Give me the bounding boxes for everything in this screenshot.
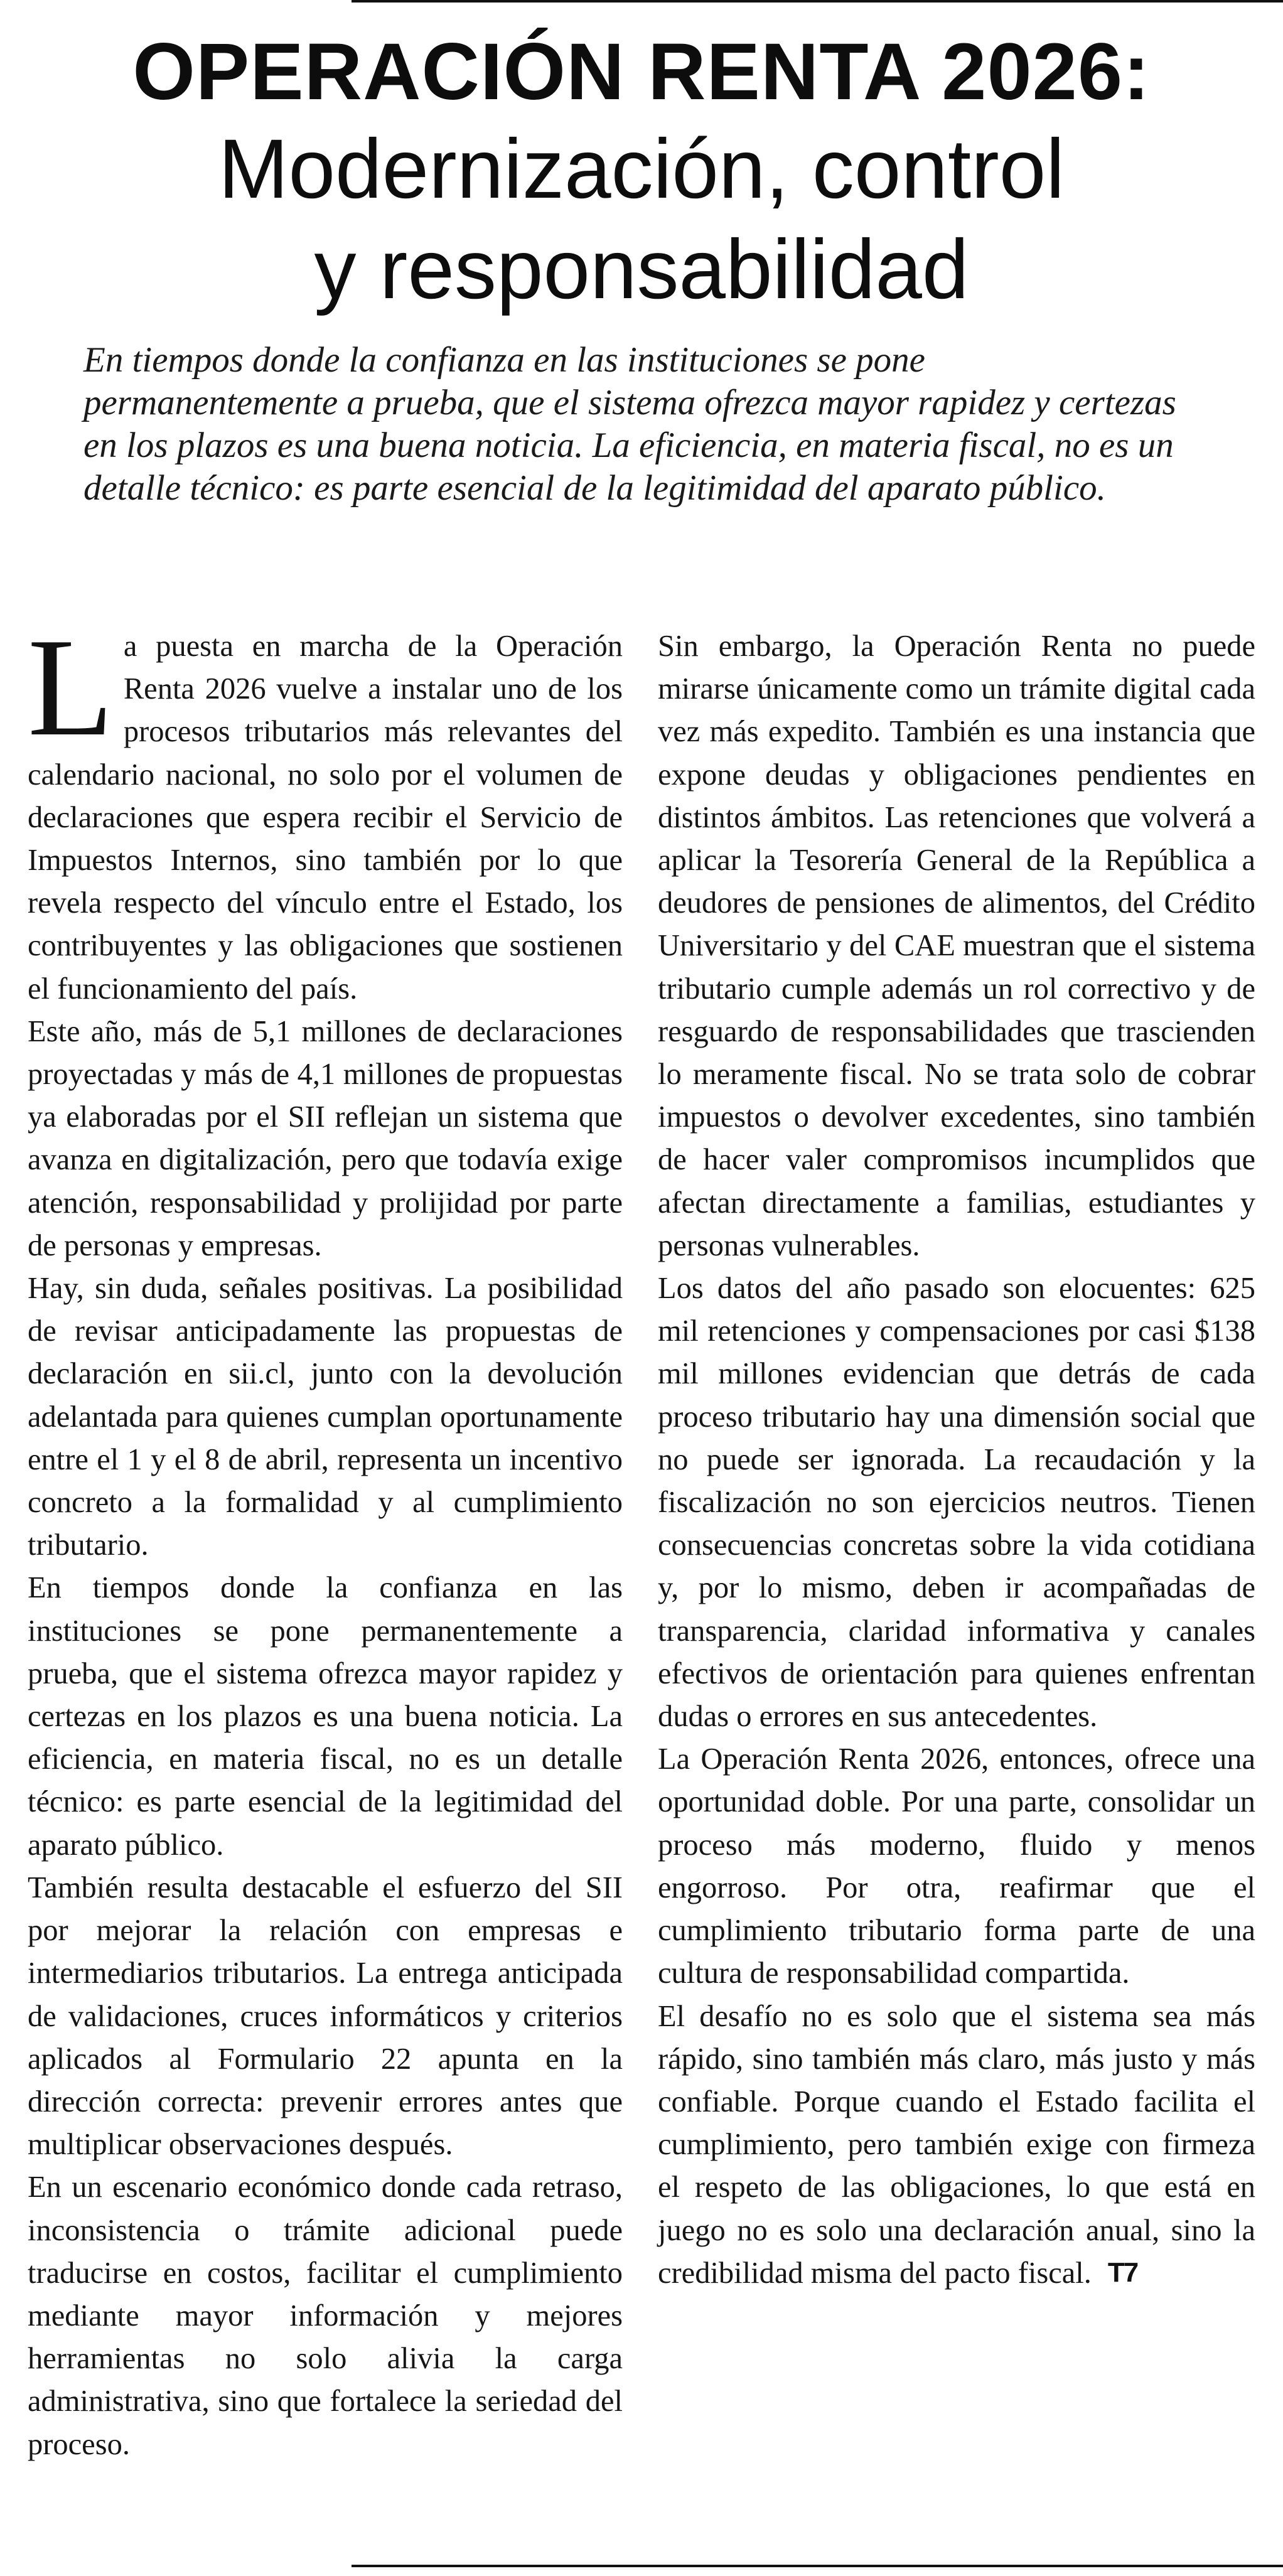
article-paragraph xyxy=(28,609,623,1011)
paragraph-text: El desafío no es solo que el sistema sea más rápido, sino también más claro, más justo y más confiable. Porque cuando el Estado facilita el cumplimiento, pero también exige con firmeza el respeto de las obligaciones, lo que está en juego no es solo una declaración anual, sino la credibilidad misma del pacto fiscal. xyxy=(658,1999,1255,2290)
article-paragraph xyxy=(658,1995,1255,2295)
article-paragraph: En un escenario económico donde cada retraso, inconsistencia o trámite adicional puede traducirse en costos, facilitar el cumplimiento mediante mayor información y mejores herramientas no solo alivia la carga administrativa, sino que fortalece la seriedad del proceso. xyxy=(28,2171,623,2461)
top-rule xyxy=(352,0,1283,3)
article-paragraph: También resulta destacable el esfuerzo del SII por mejorar la relación con empresas e intermediarios tributarios. La entrega anticipada de validaciones, cruces informáticos y criterios aplicados al Formulario 22 apunta en la dirección correcta: prevenir errores antes que multiplicar observaciones después. xyxy=(28,1870,623,2162)
article-column-left xyxy=(28,609,623,2466)
article-paragraph: Este año, más de 5,1 millones de declaraciones proyectadas y más de 4,1 millones de propuestas ya elaboradas por el SII reflejan un sistema que avanza en digitalización, pero que todavía exige atención, responsabilidad y prolijidad por parte de personas y empresas. xyxy=(28,1014,623,1262)
headline xyxy=(25,25,1258,320)
headline-subtitle-line-2: y responsabilidad xyxy=(314,223,969,316)
bottom-rule xyxy=(352,2565,1283,2567)
article-paragraph: Sin embargo, la Operación Renta no puede mirarse únicamente como un trámite digital cada vez más expedito. También es una instancia que expone deudas y obligaciones pendientes en distintos ámbitos. Las retenciones que volverá a aplicar la Tesorería General de la República a deudores de pensiones de alimentos, del Crédito Universitario y del CAE muestran que el sistema tributario cumple además un rol correctivo y de resguardo de responsabilidades que trascienden lo meramente fiscal. No se trata solo de cobrar impuestos o devolver excedentes, sino también de hacer valer compromisos incumplidos que afectan directamente a familias, estudiantes y personas vulnerables. xyxy=(658,630,1255,1262)
article-paragraph: La Operación Renta 2026, entonces, ofrece una oportunidad doble. Por una parte, consolidar un proceso más moderno, fluido y menos engorroso. Por otra, reafirmar que el cumplimiento tributario forma parte de una cultura de responsabilidad compartida. xyxy=(658,1742,1255,1990)
end-mark-logo: T7 xyxy=(1107,2257,1138,2288)
article-paragraph: En tiempos donde la confianza en las instituciones se pone permanentemente a prueba, que el sistema ofrezca mayor rapidez y certezas en los plazos es una buena noticia. La eficiencia, en materia fiscal, no es un detalle técnico: es parte esencial de la legitimidad del aparato público. xyxy=(28,1571,623,1862)
paragraph-text: a puesta en marcha de la Operación Renta 2026 vuelve a instalar uno de los procesos tributarios más relevantes del calendario nacional, no solo por el volumen de declaraciones que espera recibir el Servicio de Impuestos Internos, sino también por lo que revela respecto del vínculo entre el Estado, los contribuyentes y las obligaciones que sostienen el funcionamiento del país. xyxy=(28,630,623,1006)
drop-cap: L xyxy=(28,609,114,765)
article-paragraph: Los datos del año pasado son elocuentes: 625 mil retenciones y compensaciones por casi $138 mil millones evidencian que detrás de cada proceso tributario hay una dimensión social que no puede ser ignorada. La recaudación y la fiscalización no son ejercicios neutros. Tienen consecuencias concretas sobre la vida cotidiana y, por lo mismo, deben ir acompañadas de transparencia, claridad informativa y canales efectivos de orientación para quienes enfrentan dudas o errores en sus antecedentes. xyxy=(658,1272,1255,1734)
lead-paragraph: En tiempos donde la confianza en las instituciones se pone permanentemente a prueba, que el sistema ofrezca mayor rapidez y certezas en los plazos es una buena noticia. La eficiencia, en materia fiscal, no es un detalle técnico: es parte esencial de la legitimidad del aparato público. xyxy=(83,340,1176,508)
article-column-right xyxy=(658,625,1255,2295)
headline-title: OPERACIÓN RENTA 2026: xyxy=(132,27,1151,117)
headline-subtitle-line-1: Modernización, control xyxy=(218,122,1065,216)
article-paragraph: Hay, sin duda, señales positivas. La posibilidad de revisar anticipadamente las propuestas de declaración en sii.cl, junto con la devolución adelantada para quienes cumplan oportunamente entre el 1 y el 8 de abril, representa un incentivo concreto a la formalidad y al cumplimiento tributario. xyxy=(28,1272,623,1562)
